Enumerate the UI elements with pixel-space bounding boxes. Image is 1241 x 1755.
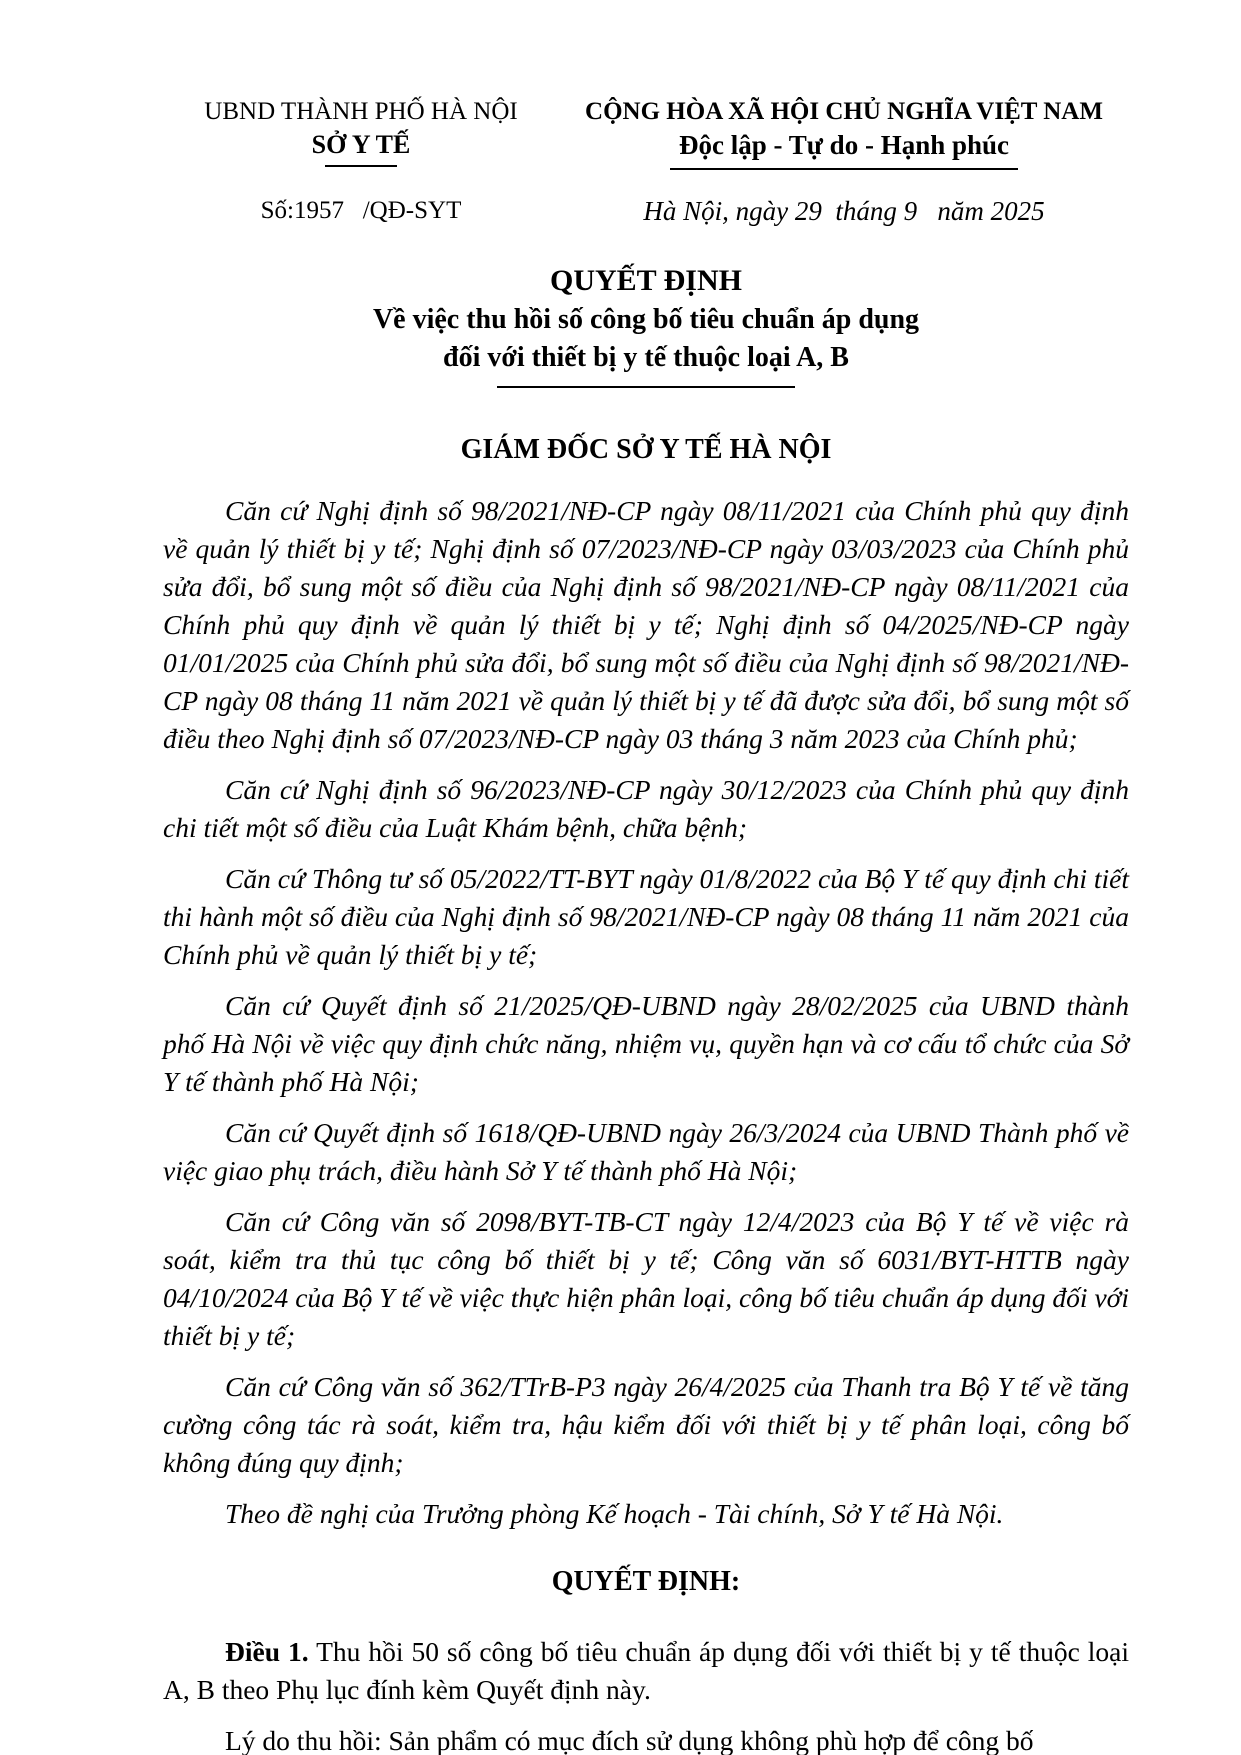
document-header [163,96,1129,227]
recital-paragraph: Căn cứ Công văn số 2098/BYT-TB-CT ngày 12/4/2023 của Bộ Y tế về việc rà soát, kiểm tra thủ tục công bố thiết bị y tế; Công văn số 6031/BYT-HTTB ngày 04/10/2024 của Bộ Y tế về việc thực hiện phân loại, công bố tiêu chuẩn áp dụng đối với thiết bị y tế; [163,1206,1129,1351]
document-subject-line1: Về việc thu hồi số công bố tiêu chuẩn áp dụng [372,304,920,335]
article-1-label: Điều 1. [225,1636,309,1667]
title-underline [497,386,795,388]
recital-paragraph: Căn cứ Quyết định số 21/2025/QĐ-UBND ngày 28/02/2025 của UBND thành phố Hà Nội về việc quy định chức năng, nhiệm vụ, quyền hạn và cơ cấu tổ chức của Sở Y tế thành phố Hà Nội; [163,990,1129,1097]
document-body [163,492,1129,1755]
motto-underline [670,168,1018,170]
document-type-title: QUYẾT ĐỊNH [550,264,742,297]
national-title: CỘNG HÒA XÃ HỘI CHỦ NGHĨA VIỆT NAM [585,98,1103,125]
decision-heading: QUYẾT ĐỊNH: [551,1566,741,1597]
org-underline [325,165,397,167]
proposal-paragraph: Theo đề nghị của Trưởng phòng Kế hoạch - Tài chính, Sở Y tế Hà Nội. [225,1498,1004,1529]
national-motto: Độc lập - Tự do - Hạnh phúc [678,130,1010,160]
issuer-heading: GIÁM ĐỐC SỞ Y TẾ HÀ NỘI [460,434,832,465]
recall-reason-paragraph: Lý do thu hồi: Sản phẩm có mục đích sử dụng không phù hợp để công bố [225,1725,1034,1755]
article-1-text: Thu hồi 50 số công bố tiêu chuẩn áp dụng đối với thiết bị y tế thuộc loại A, B theo Phụ lục đính kèm Quyết định này. [163,1636,1129,1705]
recital-paragraph: Căn cứ Công văn số 362/TTrB-P3 ngày 26/4/2025 của Thanh tra Bộ Y tế về tăng cường công tác rà soát, kiểm tra, hậu kiểm đối với thiết bị y tế phân loại, công bố không đúng quy định; [163,1371,1129,1478]
national-motto-block [559,96,1129,227]
recital-paragraph: Căn cứ Thông tư số 05/2022/TT-BYT ngày 01/8/2022 của Bộ Y tế quy định chi tiết thi hành một số điều của Nghị định số 98/2021/NĐ-CP ngày 08 tháng 11 năm 2021 của Chính phủ về quản lý thiết bị y tế; [163,863,1129,970]
article-1-paragraph [163,1633,1129,1709]
document-subject-line2: đối với thiết bị y tế thuộc loại A, B [443,342,849,373]
recital-paragraph: Căn cứ Nghị định số 98/2021/NĐ-CP ngày 08/11/2021 của Chính phủ quy định về quản lý thiết bị y tế; Nghị định số 07/2023/NĐ-CP ngày 03/03/2023 của Chính phủ sửa đổi, bổ sung một số điều của Nghị định số 98/2021/NĐ-CP ngày 08/11/2021 của Chính phủ quy định về quản lý thiết bị y tế; Nghị định số 04/2025/NĐ-CP ngày 01/01/2025 của Chính phủ sửa đổi, bổ sung một số điều của Nghị định số 98/2021/NĐ-CP ngày 08 tháng 11 năm 2021 về quản lý thiết bị y tế đã được sửa đổi, bổ sung một số điều theo Nghị định số 07/2023/NĐ-CP ngày 03 tháng 3 năm 2023 của Chính phủ; [163,495,1129,754]
place-date-line: Hà Nội, ngày 29 tháng 9 năm 2025 [643,196,1045,226]
recital-paragraph: Căn cứ Quyết định số 1618/QĐ-UBND ngày 26/3/2024 của UBND Thành phố về việc giao phụ trách, điều hành Sở Y tế thành phố Hà Nội; [163,1117,1129,1186]
org-parent-name: UBND THÀNH PHỐ HÀ NỘI [204,98,518,125]
org-name: SỞ Y TẾ [311,130,411,159]
document-title-block [163,261,1129,388]
recital-paragraph: Căn cứ Nghị định số 96/2023/NĐ-CP ngày 30/12/2023 của Chính phủ quy định chi tiết một số điều của Luật Khám bệnh, chữa bệnh; [163,774,1129,843]
document-number: Số:1957 /QĐ-SYT [260,197,462,224]
issuing-org-block [163,96,559,225]
